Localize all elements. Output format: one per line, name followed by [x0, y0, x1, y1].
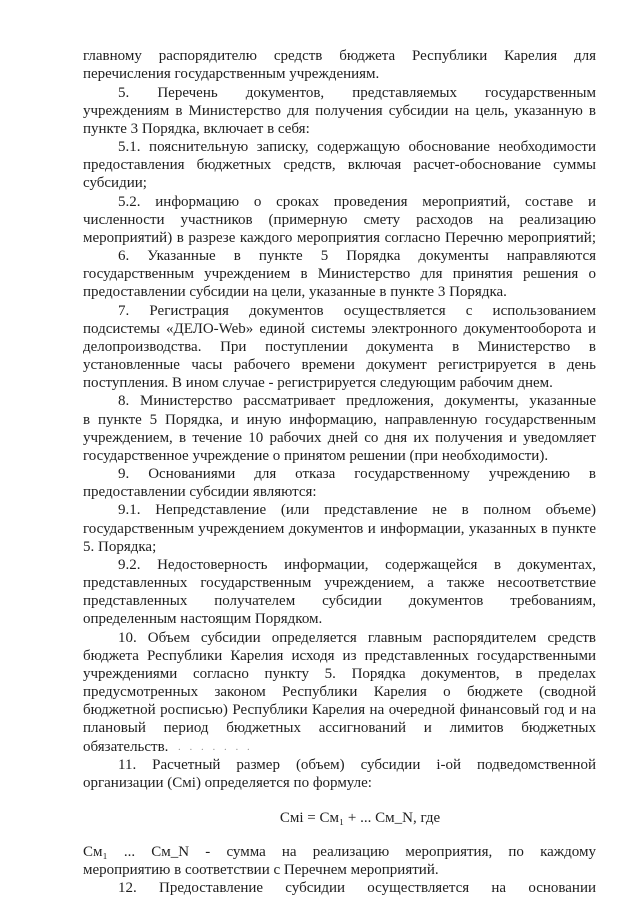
text-line: 7. Регистрация документов осуществляется с использованием	[118, 303, 596, 319]
text-line: учреждением, в течение 10 рабочих дней со дня их получения и уведомляет	[83, 430, 596, 446]
text-line: предусмотренных законом Республики Карелия о бюджете (сводной	[83, 684, 596, 700]
text-line: 6. Указанные в пункте 5 Порядка документы направляются	[118, 248, 596, 264]
text-line: 9.2. Недостоверность информации, содержащейся в документах,	[118, 557, 596, 573]
formula-text: Cмi = Cм₁ + ... Cм_N, где	[279, 810, 441, 826]
text-line: предоставления бюджетных средств, включая расчет-обоснование суммы	[83, 157, 596, 173]
formula	[0, 809, 640, 827]
text-line: пункте 3 Порядка, включает в себя:	[83, 121, 310, 137]
text-line: 12. Предоставление субсидии осуществляется на основании	[118, 880, 596, 896]
text-line: 9.1. Непредставление (или представление не в полном объеме)	[118, 502, 596, 518]
text-line: субсидии;	[83, 175, 147, 191]
text-line: мероприятий) в разрезе каждого мероприятия согласно Перечню мероприятий;	[83, 230, 596, 246]
text-line: поступления. В ином случае - регистрируется следующим рабочим днем.	[83, 375, 553, 391]
text-line: организации (Cмi) определяется по формуле:	[83, 775, 372, 791]
text-line: 5. Порядка;	[83, 539, 157, 555]
text-line: Cм₁ ... Cм_N - сумма на реализацию мероприятия, по каждому	[83, 844, 596, 860]
text-line: 8. Министерство рассматривает предложения, документы, указанные	[118, 393, 596, 409]
text-line: предоставлении субсидии являются:	[83, 484, 317, 500]
text-line: государственным учреждением в Министерство для принятия решения о	[83, 266, 596, 282]
text-line: плановый период бюджетных ассигнований и лимитов бюджетных	[83, 720, 596, 736]
text-line: установленные часы рабочего времени документ регистрируется в день	[83, 357, 596, 373]
text-line: перечисления государственным учреждениям.	[83, 66, 380, 82]
text-line: представленных государственным учреждением, а также несоответствие	[83, 575, 596, 591]
text-line: государственное учреждение о принятом решении (при необходимости).	[83, 448, 549, 464]
text-line: в пункте 5 Порядка, и иную информацию, направленную государственным	[83, 412, 596, 428]
text-line: 9. Основаниями для отказа государственному учреждению в	[118, 466, 596, 482]
text-line: учреждениями согласно пункту 5. Порядка документов, в пределах	[83, 666, 596, 682]
text-line: представленных получателем субсидии документов требованиям,	[83, 593, 596, 609]
text-line: 5.1. пояснительную записку, содержащую обоснование необходимости	[118, 139, 596, 155]
text-line: бюджетной росписью) Республики Карелия на очередной финансовый год и на	[83, 702, 596, 718]
text-line: 10. Объем субсидии определяется главным распорядителем средств	[118, 630, 596, 646]
text-line: главному распорядителю средств бюджета Республики Карелия для	[83, 48, 596, 64]
text-line: мероприятию в соответствии с Перечнем мероприятий.	[83, 862, 439, 878]
text-line: подсистемы «ДЕЛО-Web» единой системы электронного документооборота и	[83, 321, 596, 337]
text-line: делопроизводства. При поступлении документа в Министерство в	[83, 339, 596, 355]
text-line: бюджета Республики Карелия исходя из представленных государственными	[83, 648, 596, 664]
text-line: государственным учреждением документов и информации, указанных в пункте	[83, 521, 596, 537]
text-line: численности участников (примерную смету расходов на реализацию	[83, 212, 596, 228]
text-line: 11. Расчетный размер (объем) субсидии i-ой подведомственной	[118, 757, 596, 773]
scan-speckle: . . . . . . .	[178, 741, 253, 753]
text-line: 5.2. информацию о сроках проведения мероприятий, составе и	[118, 194, 596, 210]
text-line: учреждениям в Министерство для получения субсидии на цель, указанную в	[83, 103, 596, 119]
text-line: определенным настоящим Порядком.	[83, 611, 323, 627]
text-line: обязательств.	[83, 739, 169, 755]
text-line: 5. Перечень документов, представляемых государственным	[118, 85, 596, 101]
text-line: предоставлении субсидии на цели, указанные в пункте 3 Порядка.	[83, 284, 507, 300]
